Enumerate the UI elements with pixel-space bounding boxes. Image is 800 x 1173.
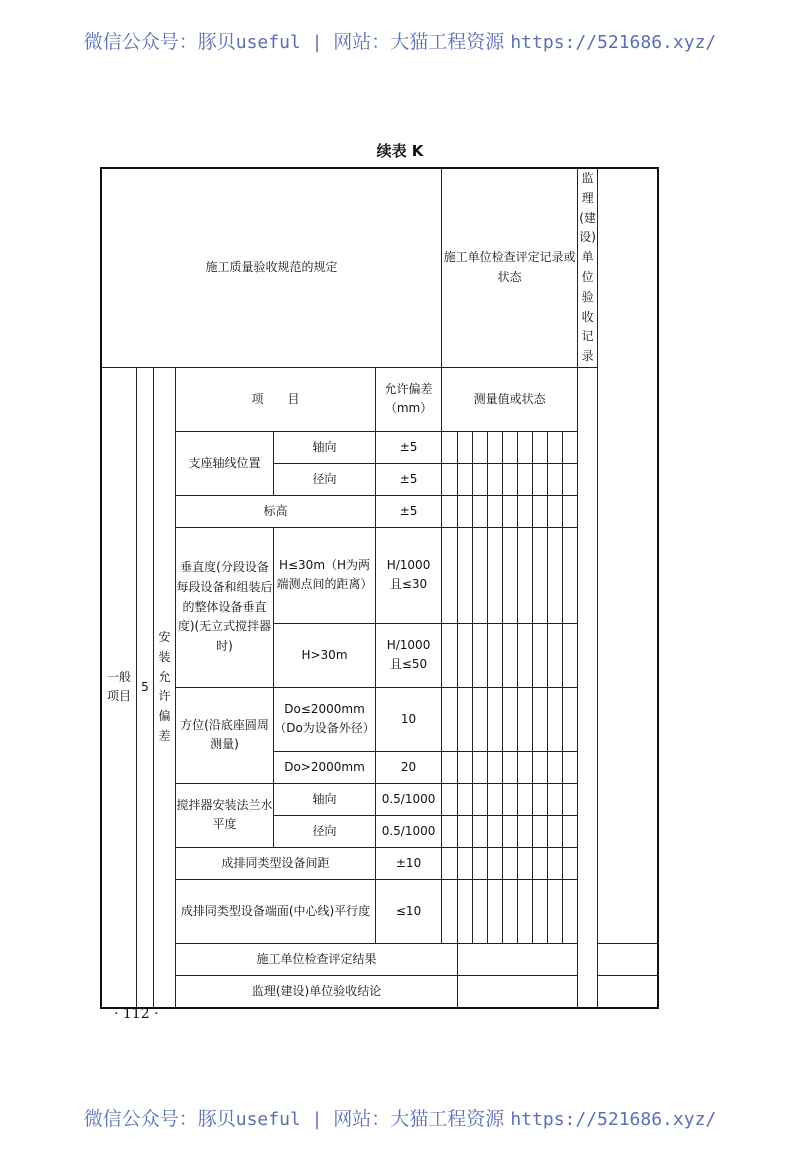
m[interactable] <box>458 751 473 783</box>
m[interactable] <box>473 527 488 623</box>
m[interactable] <box>442 687 458 751</box>
m[interactable] <box>442 879 458 943</box>
m[interactable] <box>488 879 503 943</box>
m[interactable] <box>563 431 578 463</box>
m[interactable] <box>533 431 548 463</box>
parallel: 成排同类型设备端面(中心线)平行度 <box>176 879 376 943</box>
m[interactable] <box>518 687 533 751</box>
axis-label: 支座轴线位置 <box>176 431 274 495</box>
m[interactable] <box>458 623 473 687</box>
header-tolerance-text: 允许偏差（mm） <box>384 381 433 416</box>
wm-url[interactable]: https://521686.xyz/ <box>510 32 717 53</box>
watermark-bottom <box>0 1104 800 1131</box>
supervisor-conclusion-cell[interactable] <box>458 975 658 1007</box>
m[interactable] <box>503 879 518 943</box>
m[interactable] <box>548 495 563 527</box>
wm-brand: useful <box>235 1109 301 1130</box>
m[interactable] <box>503 751 518 783</box>
header-contractor: 施工单位检查评定记录或状态 <box>442 169 578 368</box>
header-item: 项 目 <box>176 367 376 431</box>
m[interactable] <box>518 751 533 783</box>
m[interactable] <box>533 527 548 623</box>
m[interactable] <box>518 623 533 687</box>
m[interactable] <box>548 783 563 815</box>
elevation: 标高 <box>176 495 376 527</box>
spacing: 成排同类型设备间距 <box>176 847 376 879</box>
m[interactable] <box>503 783 518 815</box>
header-supervisor: 监理(建设)单位验收记录 <box>578 169 598 368</box>
mixer-axial-tol: 0.5/1000 <box>376 783 442 815</box>
m[interactable] <box>488 751 503 783</box>
m[interactable] <box>533 783 548 815</box>
vertical-c2-tol-text: H/1000且≤50 <box>386 637 431 672</box>
m[interactable] <box>548 431 563 463</box>
m[interactable] <box>563 687 578 751</box>
m[interactable] <box>473 495 488 527</box>
m[interactable] <box>473 431 488 463</box>
mixer-axial: 轴向 <box>274 783 376 815</box>
wm-site: 网站：大猫工程资源 <box>333 1108 511 1130</box>
azimuth-c1-tol: 10 <box>376 687 442 751</box>
m[interactable] <box>458 431 473 463</box>
supervisor-record-cell[interactable] <box>578 367 598 1007</box>
vertical-c1-tol-text: H/1000且≤30 <box>386 557 431 592</box>
m[interactable] <box>533 879 548 943</box>
vertical-label: 垂直度(分段设备每段设备和组装后的整体设备垂直度)(无立式搅拌器时) <box>176 527 274 687</box>
m[interactable] <box>518 431 533 463</box>
table-title: 续表 K <box>376 142 424 160</box>
axis-axial-tol: ±5 <box>376 431 442 463</box>
vertical-c1: H≤30m（H为两端测点间的距离） <box>274 527 376 623</box>
axis-axial: 轴向 <box>274 431 376 463</box>
m[interactable] <box>473 623 488 687</box>
m[interactable] <box>533 495 548 527</box>
footer-supervisor-conclusion: 监理(建设)单位验收结论 <box>176 975 458 1007</box>
m[interactable] <box>442 495 458 527</box>
m[interactable] <box>488 463 503 495</box>
m[interactable] <box>518 815 533 847</box>
m[interactable] <box>473 751 488 783</box>
m[interactable] <box>518 879 533 943</box>
azimuth-label: 方位(沿底座圆周测量) <box>176 687 274 783</box>
m[interactable] <box>563 783 578 815</box>
m[interactable] <box>458 527 473 623</box>
m[interactable] <box>563 815 578 847</box>
inspection-table <box>101 168 658 1008</box>
m[interactable] <box>488 527 503 623</box>
m[interactable] <box>458 687 473 751</box>
wm-sep: | <box>300 32 334 53</box>
spacing-tol: ±10 <box>376 847 442 879</box>
m[interactable] <box>533 463 548 495</box>
m[interactable] <box>473 847 488 879</box>
m[interactable] <box>488 783 503 815</box>
header-tolerance <box>376 367 442 431</box>
m[interactable] <box>442 623 458 687</box>
m[interactable] <box>458 783 473 815</box>
m[interactable] <box>442 783 458 815</box>
azimuth-c2-tol: 20 <box>376 751 442 783</box>
parallel-tol: ≤10 <box>376 879 442 943</box>
m[interactable] <box>563 495 578 527</box>
m[interactable] <box>442 815 458 847</box>
m[interactable] <box>518 527 533 623</box>
m[interactable] <box>503 463 518 495</box>
m[interactable] <box>563 879 578 943</box>
m[interactable] <box>518 463 533 495</box>
m[interactable] <box>533 815 548 847</box>
elevation-tol: ±5 <box>376 495 442 527</box>
m[interactable] <box>563 623 578 687</box>
m[interactable] <box>458 495 473 527</box>
m[interactable] <box>533 687 548 751</box>
m[interactable] <box>563 847 578 879</box>
azimuth-c1: Do≤2000mm（Do为设备外径） <box>274 687 376 751</box>
mixer-radial: 径向 <box>274 815 376 847</box>
m[interactable] <box>503 847 518 879</box>
m[interactable] <box>503 527 518 623</box>
m[interactable] <box>458 815 473 847</box>
m[interactable] <box>488 431 503 463</box>
m[interactable] <box>473 463 488 495</box>
m[interactable] <box>442 463 458 495</box>
m[interactable] <box>488 623 503 687</box>
m[interactable] <box>548 623 563 687</box>
m[interactable] <box>473 879 488 943</box>
watermark-top <box>0 27 800 54</box>
m[interactable] <box>442 527 458 623</box>
m[interactable] <box>503 431 518 463</box>
wm-url[interactable]: https://521686.xyz/ <box>510 1109 717 1130</box>
m[interactable] <box>548 527 563 623</box>
m[interactable] <box>503 815 518 847</box>
m[interactable] <box>563 463 578 495</box>
axis-radial: 径向 <box>274 463 376 495</box>
m[interactable] <box>533 623 548 687</box>
vertical-c2-tol <box>376 623 442 687</box>
m[interactable] <box>442 751 458 783</box>
m[interactable] <box>518 847 533 879</box>
m[interactable] <box>548 847 563 879</box>
m[interactable] <box>442 431 458 463</box>
mixer-radial-tol: 0.5/1000 <box>376 815 442 847</box>
header-measured: 测量值或状态 <box>442 367 578 431</box>
section-number: 5 <box>137 367 154 1007</box>
m[interactable] <box>533 847 548 879</box>
m[interactable] <box>458 463 473 495</box>
wm-sep: | <box>300 1109 334 1130</box>
wm-site: 网站：大猫工程资源 <box>333 31 511 53</box>
m[interactable] <box>473 783 488 815</box>
m[interactable] <box>473 687 488 751</box>
m[interactable] <box>488 815 503 847</box>
page-number: · 112 · <box>114 1006 159 1022</box>
wm-brand: useful <box>235 32 301 53</box>
m[interactable] <box>563 751 578 783</box>
m[interactable] <box>518 495 533 527</box>
m[interactable] <box>533 751 548 783</box>
m[interactable] <box>458 879 473 943</box>
vertical-c1-tol <box>376 527 442 623</box>
footer-contractor-result: 施工单位检查评定结果 <box>176 943 458 975</box>
axis-radial-tol: ±5 <box>376 463 442 495</box>
wm-prefix: 微信公众号：豚贝 <box>83 1108 236 1130</box>
m[interactable] <box>503 623 518 687</box>
section-group-text: 安装允许偏差 <box>158 630 171 744</box>
m[interactable] <box>458 847 473 879</box>
m[interactable] <box>442 847 458 879</box>
wm-prefix: 微信公众号：豚贝 <box>83 31 236 53</box>
m[interactable] <box>488 495 503 527</box>
section-group <box>154 367 176 1007</box>
m[interactable] <box>548 463 563 495</box>
m[interactable] <box>503 495 518 527</box>
section-general <box>102 367 137 1007</box>
header-spec: 施工质量验收规范的规定 <box>102 169 442 368</box>
contractor-result-cell[interactable] <box>458 943 658 975</box>
m[interactable] <box>548 815 563 847</box>
m[interactable] <box>488 847 503 879</box>
m[interactable] <box>473 815 488 847</box>
m[interactable] <box>548 687 563 751</box>
m[interactable] <box>548 751 563 783</box>
m[interactable] <box>488 687 503 751</box>
m[interactable] <box>548 879 563 943</box>
mixer-label: 搅拌器安装法兰水平度 <box>176 783 274 847</box>
m[interactable] <box>518 783 533 815</box>
vertical-c2: H>30m <box>274 623 376 687</box>
m[interactable] <box>503 687 518 751</box>
azimuth-c2: Do>2000mm <box>274 751 376 783</box>
m[interactable] <box>563 527 578 623</box>
section-general-text: 一般项目 <box>106 669 131 704</box>
